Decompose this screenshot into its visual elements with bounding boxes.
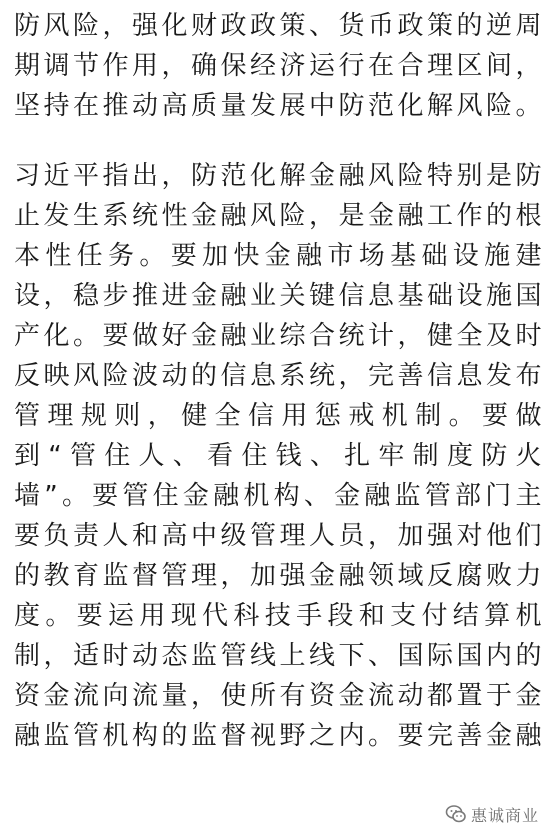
- text-line: 要负责人和高中级管理人员，加强对他们: [14, 521, 542, 551]
- paragraph-gap: [14, 126, 542, 156]
- paragraph-1: [14, 6, 542, 126]
- text-line: 度。要运用现代科技手段和支付结算机: [14, 601, 542, 631]
- wechat-logo-icon: [445, 803, 467, 825]
- text-line: 止发生系统性金融风险，是金融工作的根: [14, 201, 542, 231]
- text-line: 管理规则，健全信用惩戒机制。要做: [14, 401, 542, 431]
- text-line: 本性任务。要加快金融市场基础设施建: [14, 241, 542, 271]
- text-line: 制，适时动态监管线上线下、国际国内的: [14, 641, 542, 671]
- text-line: 墙”。要管住金融机构、金融监管部门主: [14, 481, 542, 511]
- text-line: 融监管机构的监督视野之内。要完善金融: [14, 721, 542, 751]
- text-line: 防风险，强化财政政策、货币政策的逆周: [14, 11, 542, 41]
- text-line: 期调节作用，确保经济运行在合理区间，: [14, 51, 542, 81]
- text-line: 资金流向流量，使所有资金流动都置于金: [14, 681, 542, 711]
- text-line: 的教育监督管理，加强金融领域反腐败力: [14, 561, 542, 591]
- watermark: [441, 801, 543, 827]
- text-line: 习近平指出，防范化解金融风险特别是防: [14, 161, 542, 191]
- text-line: 反映风险波动的信息系统，完善信息发布: [14, 361, 542, 391]
- text-line: 到“管住人、看住钱、扎牢制度防火: [14, 441, 542, 471]
- article-body: [14, 6, 542, 756]
- text-line: 设，稳步推进金融业关键信息基础设施国: [14, 281, 542, 311]
- watermark-text: 惠诚商业: [470, 805, 539, 825]
- text-line: 坚持在推动高质量发展中防范化解风险。: [14, 91, 542, 121]
- text-line: 产化。要做好金融业综合统计，健全及时: [14, 321, 542, 351]
- paragraph-2: [14, 156, 542, 756]
